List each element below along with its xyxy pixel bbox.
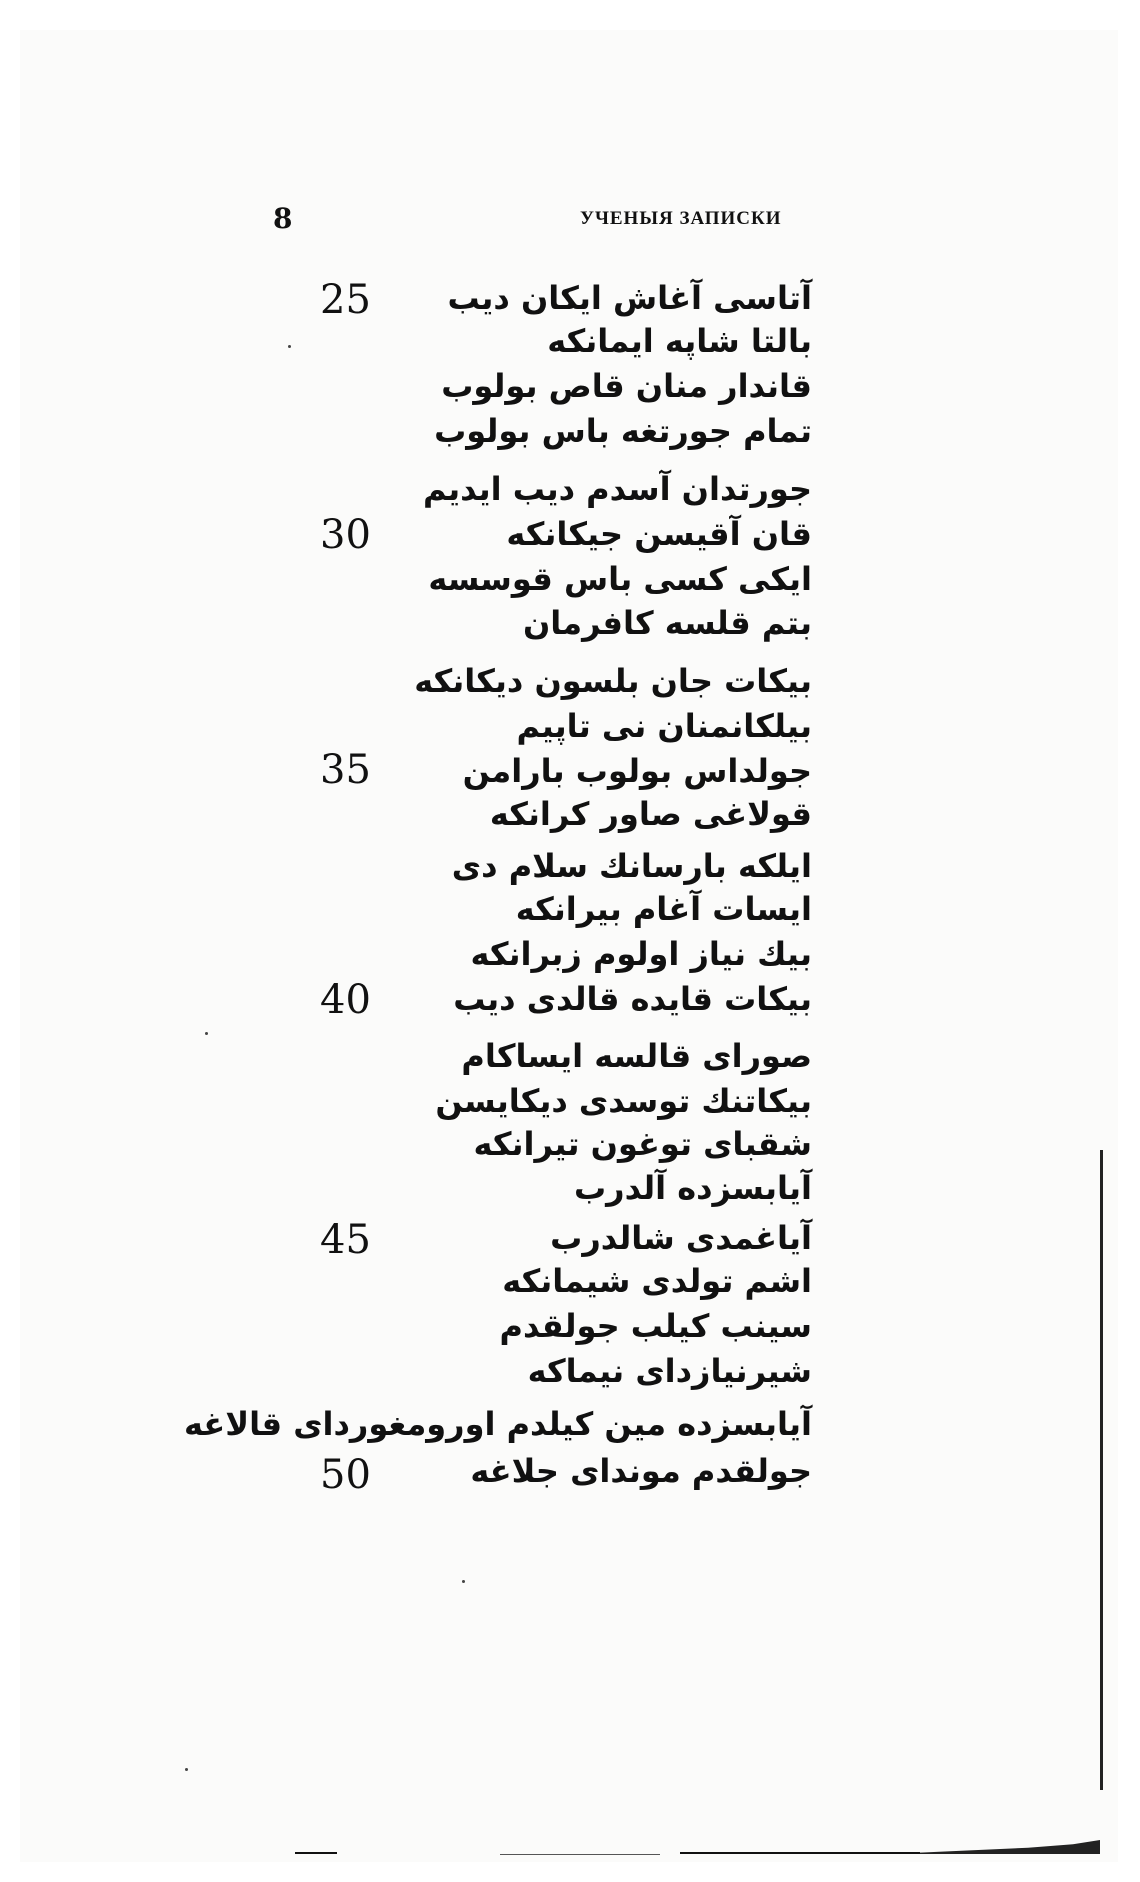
verse-line: شقبای توغون تیرانکه xyxy=(473,1125,812,1163)
footer-rule xyxy=(295,1852,337,1854)
line-number: 25 xyxy=(320,277,371,323)
verse-line: صورای قالسه ایساکام xyxy=(461,1037,812,1075)
verse-line: تمام جورتغه باس بولوب xyxy=(434,412,812,450)
verse-line: بیك نیاز اولوم زبرانکه xyxy=(470,935,812,973)
verse-line: آیابسزده مین کیلدم اورومغوردای قالاغه xyxy=(183,1405,812,1443)
verse-line: ایکی کسی باس قوسسه xyxy=(428,560,812,598)
verse-line: بیکات جان بلسون دیکانکه xyxy=(414,662,812,700)
verse-line: ایلکه بارسانك سلام دی xyxy=(451,847,812,885)
verse-line: بالتا شاپه ایمانکه xyxy=(547,322,812,360)
page-edge xyxy=(1100,1150,1103,1790)
verse-line: آتاسی آغاش ایکان دیب xyxy=(447,279,812,317)
scan-speck xyxy=(185,1768,188,1771)
line-number: 45 xyxy=(320,1217,371,1263)
verse-line: ایسات آغام بیرانکه xyxy=(515,890,812,928)
verse-line: جورتدان آسدم دیب ایدیم xyxy=(422,470,812,508)
line-number: 30 xyxy=(320,512,371,558)
running-title: УЧЕНЫЯ ЗАПИСКИ xyxy=(580,208,782,229)
scan-speck xyxy=(462,1580,465,1583)
footer-rule xyxy=(500,1854,660,1855)
verse-line: قاندار منان قاص بولوب xyxy=(441,367,812,405)
line-number: 35 xyxy=(320,747,371,793)
line-number: 50 xyxy=(320,1452,371,1498)
verse-line: بیلکانمنان نی تاپیم xyxy=(516,707,812,745)
footer-rule xyxy=(680,1852,920,1854)
scan-speck xyxy=(205,1032,208,1035)
verse-line: آیابسزده آلدرب xyxy=(574,1169,812,1207)
verse-line: شیرنیازدای نیماکه xyxy=(527,1352,812,1390)
verse-line: جولداس بولوب بارامن xyxy=(462,752,812,790)
verse-line: بیکات قایده قالدی دیب xyxy=(453,980,812,1018)
verse-line: اشم تولدی شیمانکه xyxy=(502,1262,812,1300)
verse-line: قان آقیسن جیکانکه xyxy=(506,515,812,553)
line-number: 40 xyxy=(320,977,371,1023)
verse-line: جولقدم موندای جلاغه xyxy=(470,1452,812,1490)
verse-line: بیکاتنك توسدی دیکایسن xyxy=(435,1082,812,1120)
verse-line: قولاغی صاور کرانکه xyxy=(489,795,812,833)
verse-line: سینب کیلب جولقدم xyxy=(499,1307,812,1345)
page-number: 8 xyxy=(273,202,293,235)
scan-speck xyxy=(288,345,291,348)
verse-line: آیاغمدی شالدرب xyxy=(550,1219,812,1257)
verse-line: بتم قلسه کافرمان xyxy=(522,604,812,642)
